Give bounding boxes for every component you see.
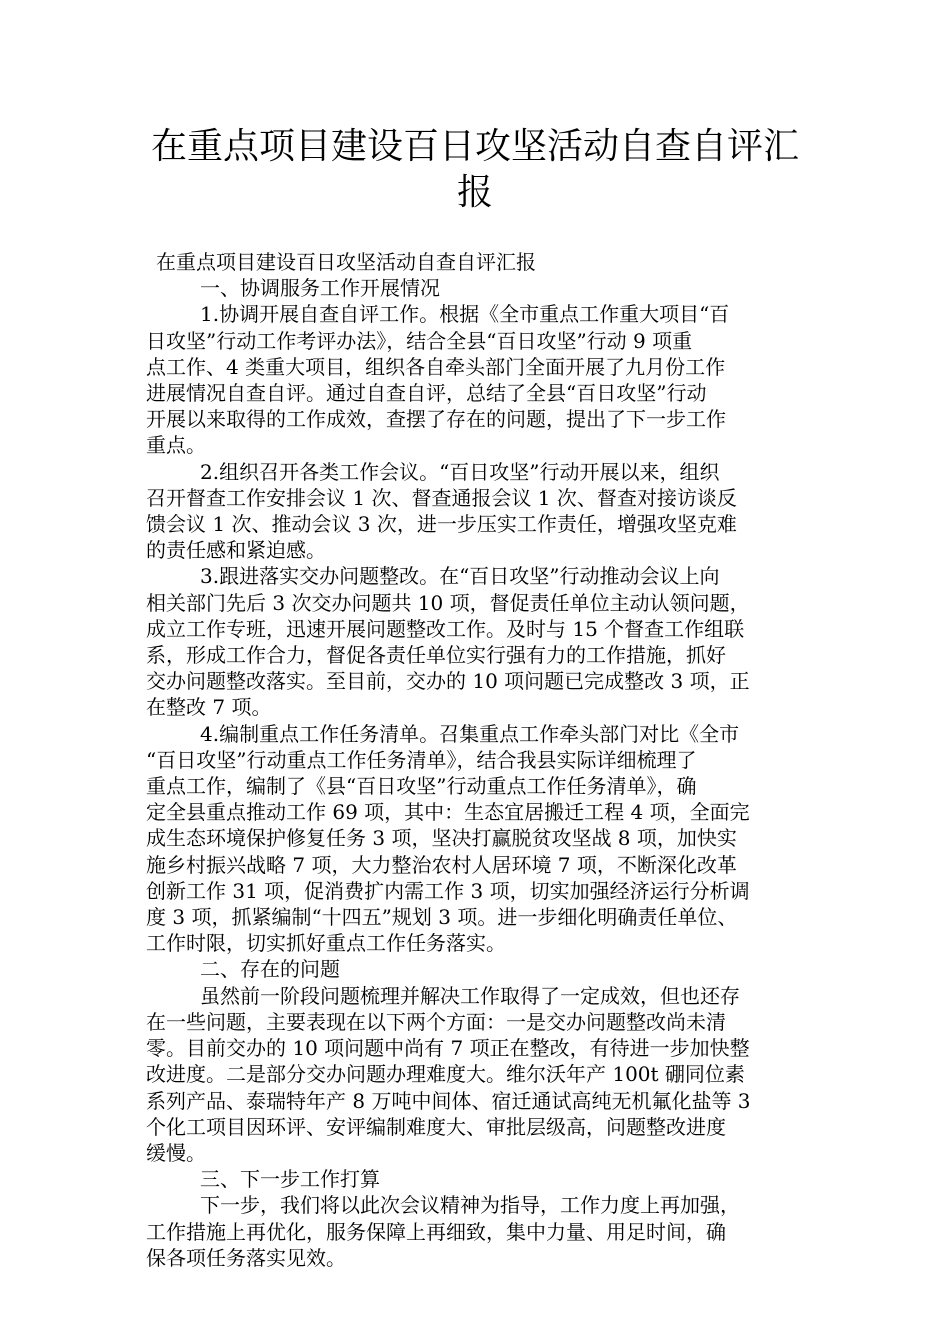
- paragraph-line: 虽然前一阶段问题梳理并解决工作取得了一定成效，但也还存: [200, 983, 740, 1008]
- paragraph-line: 3.跟进落实交办问题整改。在“百日攻坚”行动推动会议上向: [200, 564, 720, 589]
- paragraph-line: 4.编制重点工作任务清单。召集重点工作牵头部门对比《全市: [200, 721, 740, 746]
- paragraph-line: 成立工作专班，迅速开展问题整改工作。及时与 15 个督查工作组联: [146, 616, 745, 641]
- document-subtitle: 在重点项目建设百日攻坚活动自查自评汇报: [156, 250, 536, 274]
- paragraph-line: 缓慢。: [146, 1140, 206, 1165]
- paragraph-line: 2.组织召开各类工作会议。“百日攻坚”行动开展以来，组织: [200, 459, 720, 484]
- paragraph-line: 在整改 7 项。: [146, 695, 272, 720]
- document-title: [0, 124, 950, 216]
- paragraph-line: 重点工作，编制了《县“百日攻坚”行动重点工作任务清单》，确: [146, 774, 697, 799]
- title-line: 报: [456, 172, 493, 213]
- paragraph: [146, 1192, 816, 1271]
- paragraph-line: 工作时限，切实抓好重点工作任务落实。: [146, 931, 506, 956]
- paragraph-line: 保各项任务落实见效。: [146, 1245, 346, 1270]
- paragraph: [146, 563, 816, 720]
- paragraph-line: 的责任感和紧迫感。: [146, 538, 326, 563]
- paragraph-line: 施乡村振兴战略 7 项，大力整治农村人居环境 7 项，不断深化改革: [146, 852, 737, 877]
- paragraph-line: 交办问题整改落实。至目前，交办的 10 项问题已完成整改 3 项，正: [146, 669, 750, 694]
- paragraph-line: 成生态环境保护修复任务 3 项，坚决打赢脱贫攻坚战 8 项，加快实: [146, 826, 737, 851]
- paragraph: [146, 301, 816, 458]
- paragraph-line: 召开督查工作安排会议 1 次、督查通报会议 1 次、督查对接访谈反: [146, 485, 737, 510]
- paragraph-line: 日攻坚”行动工作考评办法》，结合全县“百日攻坚”行动 9 项重: [146, 328, 693, 353]
- paragraph-line: 系列产品、泰瑞特年产 8 万吨中间体、宿迁通试高纯无机氟化盐等 3: [146, 1088, 751, 1113]
- paragraph-line: 进展情况自查自评。通过自查自评，总结了全县“百日攻坚”行动: [146, 381, 707, 406]
- title-line: 在重点项目建设百日攻坚活动自查自评汇: [150, 126, 799, 167]
- paragraph-line: 相关部门先后 3 次交办问题共 10 项，督促责任单位主动认领问题，: [146, 590, 750, 615]
- section-heading: 三、下一步工作打算: [200, 1167, 380, 1192]
- paragraph-line: 个化工项目因环评、安评编制难度大、审批层级高，问题整改进度: [146, 1114, 726, 1139]
- paragraph-line: 下一步，我们将以此次会议精神为指导，工作力度上再加强，: [200, 1193, 740, 1218]
- paragraph-line: 系，形成工作合力，督促各责任单位实行强有力的工作措施，抓好: [146, 643, 726, 668]
- paragraph-line: 馈会议 1 次、推动会议 3 次，进一步压实工作责任，增强攻坚克难: [146, 512, 737, 537]
- section-heading: 二、存在的问题: [200, 957, 340, 982]
- paragraph-line: “百日攻坚”行动重点工作任务清单》，结合我县实际详细梳理了: [146, 747, 697, 772]
- paragraph-line: 开展以来取得的工作成效，查摆了存在的问题，提出了下一步工作: [146, 407, 726, 432]
- paragraph-line: 工作措施上再优化，服务保障上再细致，集中力量、用足时间，确: [146, 1219, 726, 1244]
- paragraph-line: 点工作、4 类重大项目，组织各自牵头部门全面开展了九月份工作: [146, 354, 726, 379]
- paragraph-line: 重点。: [146, 433, 206, 458]
- paragraph-line: 在一些问题，主要表现在以下两个方面：一是交办问题整改尚未清: [146, 1009, 726, 1034]
- paragraph-line: 度 3 项，抓紧编制“十四五”规划 3 项。进一步细化明确责任单位、: [146, 905, 738, 930]
- paragraph-line: 零。目前交办的 10 项问题中尚有 7 项正在整改，有待进一步加快整: [146, 1036, 750, 1061]
- paragraph-line: 定全县重点推动工作 69 项，其中：生态宜居搬迁工程 4 项，全面完: [146, 800, 750, 825]
- paragraph: [146, 721, 816, 957]
- paragraph-line: 1.协调开展自查自评工作。根据《全市重点工作重大项目“百: [200, 302, 730, 327]
- section-heading: 一、协调服务工作开展情况: [200, 276, 440, 301]
- paragraph: [146, 459, 816, 564]
- paragraph-line: 创新工作 31 项，促消费扩内需工作 3 项，切实加强经济运行分析调: [146, 878, 750, 903]
- document-body: [146, 249, 816, 1271]
- paragraph: [146, 983, 816, 1166]
- paragraph-line: 改进度。二是部分交办问题办理难度大。维尔沃年产 100t 硼同位素: [146, 1062, 745, 1087]
